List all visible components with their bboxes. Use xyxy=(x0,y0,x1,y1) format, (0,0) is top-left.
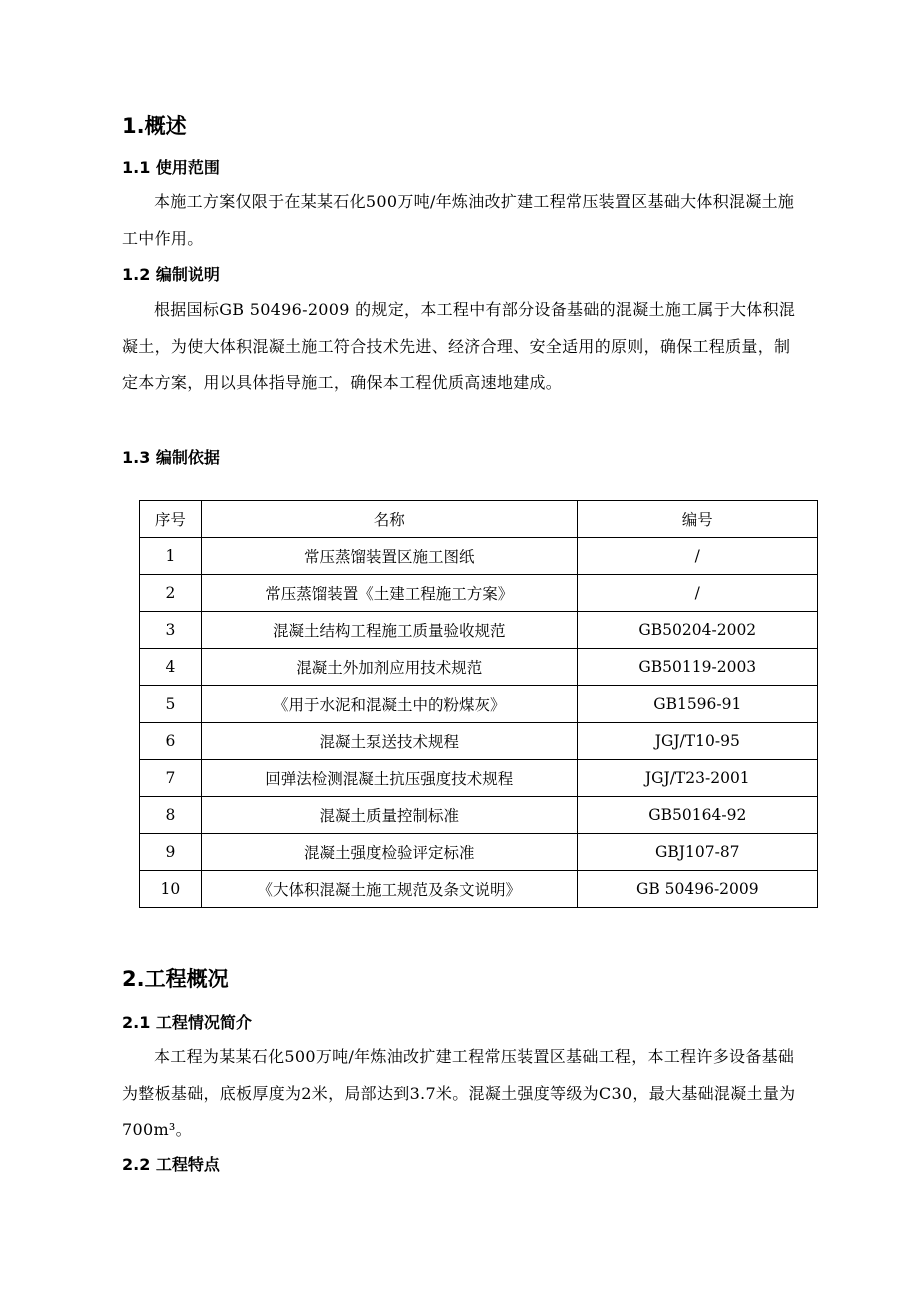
row-index: 7 xyxy=(140,760,202,797)
row-name: 《用于水泥和混凝土中的粉煤灰》 xyxy=(201,686,577,723)
table-row xyxy=(140,871,818,908)
row-code: GB1596-91 xyxy=(577,686,817,723)
table-row xyxy=(140,834,818,871)
section-1-2-text: 根据国标GB 50496-2009 的规定，本工程中有部分设备基础的混凝土施工属于大体积混凝土，为使大体积混凝土施工符合技术先进、经济合理、安全适用的原则，确保工程质量，制定本方案，用以具体指导施工，确保本工程优质高速地建成。 xyxy=(122,300,796,392)
row-code: JGJ/T23-2001 xyxy=(577,760,817,797)
table-row xyxy=(140,760,818,797)
row-code: GB50164-92 xyxy=(577,797,817,834)
row-code: JGJ/T10-95 xyxy=(577,723,817,760)
section-2-1-text: 本工程为某某石化500万吨/年炼油改扩建工程常压装置区基础工程，本工程许多设备基础为整板基础，底板厚度为2米，局部达到3.7米。混凝土强度等级为C30，最大基础混凝土量为700m³。 xyxy=(122,1047,796,1139)
row-index: 2 xyxy=(140,575,202,612)
section-2-1-title: 2.1 工程情况简介 xyxy=(122,1013,252,1032)
row-name: 常压蒸馏装置区施工图纸 xyxy=(201,538,577,575)
row-code: GB 50496-2009 xyxy=(577,871,817,908)
row-index: 3 xyxy=(140,612,202,649)
row-index: 6 xyxy=(140,723,202,760)
row-name: 混凝土泵送技术规程 xyxy=(201,723,577,760)
reference-table xyxy=(139,500,818,908)
table-row xyxy=(140,797,818,834)
table-row xyxy=(140,575,818,612)
row-code: GBJ107-87 xyxy=(577,834,817,871)
row-name: 混凝土结构工程施工质量验收规范 xyxy=(201,612,577,649)
table-row xyxy=(140,649,818,686)
row-name: 回弹法检测混凝土抗压强度技术规程 xyxy=(201,760,577,797)
header-code: 编号 xyxy=(577,501,817,538)
row-index: 4 xyxy=(140,649,202,686)
table-row xyxy=(140,686,818,723)
header-name: 名称 xyxy=(201,501,577,538)
section-2-2-title: 2.2 工程特点 xyxy=(122,1155,220,1174)
row-code: GB50204-2002 xyxy=(577,612,817,649)
section-1-2-title: 1.2 编制说明 xyxy=(122,265,220,284)
row-name: 《大体积混凝土施工规范及条文说明》 xyxy=(201,871,577,908)
row-index: 9 xyxy=(140,834,202,871)
row-code: / xyxy=(577,575,817,612)
section-1-1-title: 1.1 使用范围 xyxy=(122,158,220,177)
row-code: / xyxy=(577,538,817,575)
row-name: 混凝土质量控制标准 xyxy=(201,797,577,834)
row-index: 10 xyxy=(140,871,202,908)
row-index: 1 xyxy=(140,538,202,575)
table-row xyxy=(140,612,818,649)
table-header-row xyxy=(140,501,818,538)
section-2-title: 2.工程概况 xyxy=(122,967,229,991)
row-code: GB50119-2003 xyxy=(577,649,817,686)
row-name: 混凝土强度检验评定标准 xyxy=(201,834,577,871)
row-index: 8 xyxy=(140,797,202,834)
table-row xyxy=(140,538,818,575)
row-name: 常压蒸馏装置《土建工程施工方案》 xyxy=(201,575,577,612)
header-index: 序号 xyxy=(140,501,202,538)
row-name: 混凝土外加剂应用技术规范 xyxy=(201,649,577,686)
table-row xyxy=(140,723,818,760)
row-index: 5 xyxy=(140,686,202,723)
section-1-3-title: 1.3 编制依据 xyxy=(122,448,220,467)
section-1-1-text: 本施工方案仅限于在某某石化500万吨/年炼油改扩建工程常压装置区基础大体积混凝土施工中作用。 xyxy=(122,192,795,248)
section-1-title: 1.概述 xyxy=(122,114,187,138)
